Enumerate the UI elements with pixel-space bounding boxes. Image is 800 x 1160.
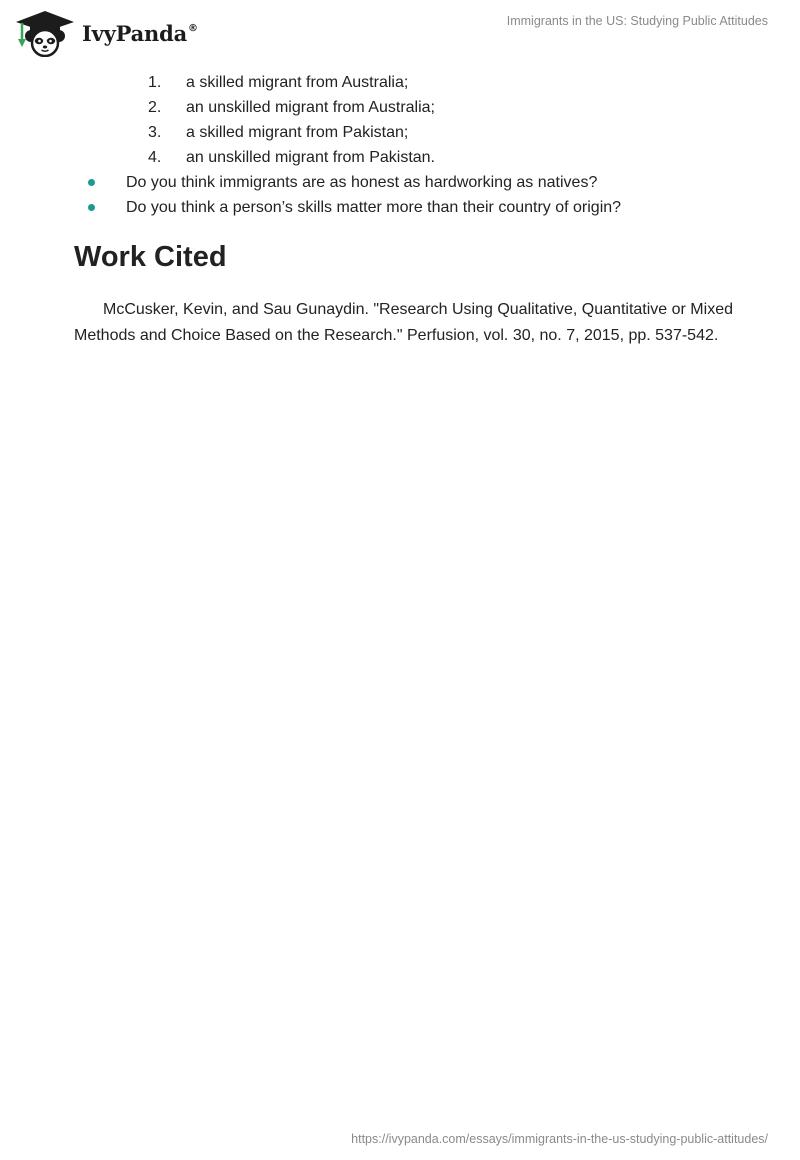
source-url-link[interactable]: https://ivypanda.com/essays/immigrants-in-the-us-studying-public-attitudes/	[351, 1132, 768, 1146]
list-item-number: 2.	[148, 99, 162, 116]
work-cited-heading: Work Cited	[74, 241, 227, 273]
list-item-number: 1.	[148, 74, 162, 91]
list-item-text: Do you think a person’s skills matter more than their country of origin?	[126, 199, 622, 216]
ivypanda-logo[interactable]	[14, 9, 198, 57]
list-item-text: a skilled migrant from Australia;	[186, 74, 409, 91]
logo-wordmark: IvyPanda®	[82, 20, 198, 46]
list-item-text: an unskilled migrant from Pakistan.	[186, 149, 435, 166]
citation-entry: McCusker, Kevin, and Sau Gunaydin. "Research Using Qualitative, Quantitative or Mixed Methods and Choice Based on the Research." Perfusion, vol. 30, no. 7, 2015, pp. 537-542.	[74, 301, 733, 344]
list-item-text: Do you think immigrants are as honest as hardworking as natives?	[126, 174, 598, 191]
list-item-number: 3.	[148, 124, 162, 141]
bullet-dot-icon	[88, 179, 95, 186]
list-item-text: a skilled migrant from Pakistan;	[186, 124, 409, 141]
panda-logo-icon	[14, 9, 76, 57]
essay-title: Immigrants in the US: Studying Public Attitudes	[506, 14, 768, 28]
list-item-text: an unskilled migrant from Australia;	[186, 99, 435, 116]
registered-mark: ®	[188, 22, 198, 34]
list-item-number: 4.	[148, 149, 162, 166]
bullet-dot-icon	[88, 204, 95, 211]
